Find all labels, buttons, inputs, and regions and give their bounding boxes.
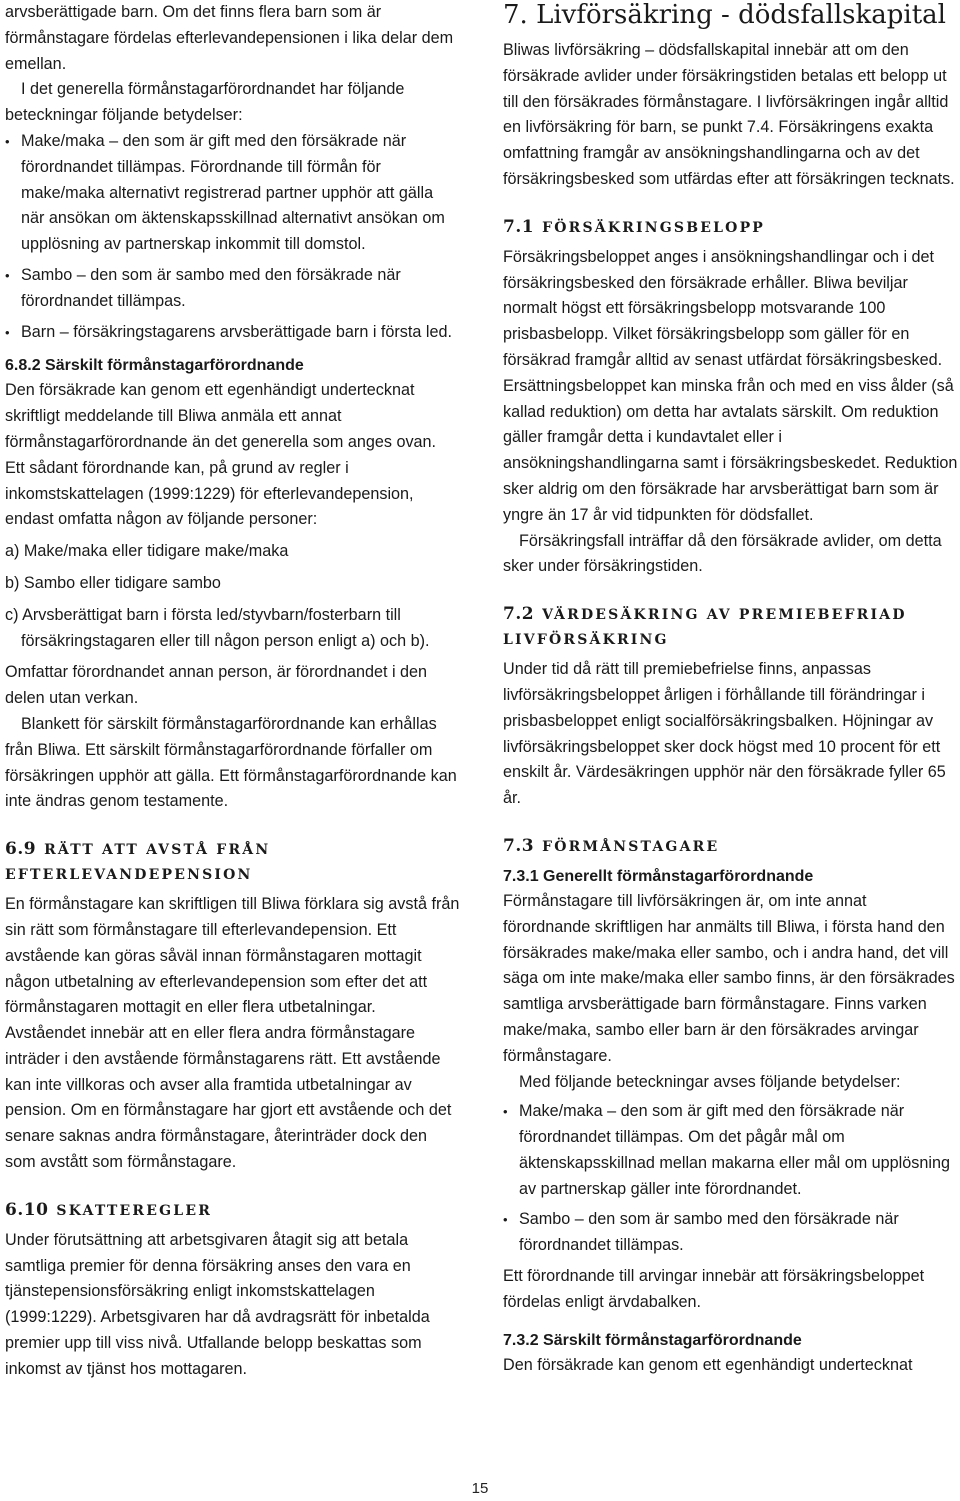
persons-list [5,539,460,654]
right-column [503,0,958,1378]
body-paragraph: Med följande beteckningar avses följande betydelser: [519,1072,901,1091]
intro-paragraph: arvsberättigade barn. Om det finns flera barn som är förmånstagare fördelas efterlevandepensionen i lika delar dem emellan. [5,3,454,73]
subsection-heading-6-8-2: 6.8.2 Särskilt förmånstagarförordnande [5,357,304,375]
section-heading-6-9 [5,837,460,888]
list-item: • Barn – försäkringstagarens arvsberättigade barn i första led. [5,320,460,346]
body-paragraph: Försäkringsbeloppet anges i ansökningshandlingar och i det försäkringsbesked den försäkrade erhåller. Bliwa beviljar normalt högst ett försäkringsbelopp motsvarande 100 prisbasbelopp. Vilket försäkringsbelopp som gäller för en försäkrad framgår alltid av senast utfärdat försäkringsbesked. Ersättningsbeloppet kan minska från och med en viss ålder (så kallad reduktion) om detta har avtalats särskilt. Om reduktion gäller framgår detta i kundavtalet eller i ansökningshandlingarna samt i försäkringsbeskedet. Reduktion sker aldrig om den försäkrade har arvsberättigat barn som är yngre än 17 år vid tidpunkten för dödsfallet. [503,247,958,524]
definitions-list [503,1099,958,1259]
section-heading-7-1 [503,215,958,241]
body-paragraph: Försäkringsfall inträffar då den försäkrade avlider, om detta sker under försäkringstiden. [503,531,942,576]
body-paragraph: Blankett för särskilt förmånstagarförordnande kan erhållas från Bliwa. Ett särskilt förmånstagarförordnande förfaller om försäkringen upphör att gälla. Ett förmånstagarförordnande kan inte ändras genom testamente. [5,714,457,811]
section-heading-7-2 [503,602,958,653]
intro-paragraph-2: I det generella förmånstagarförordnandet har följande beteckningar följande betydelser: [5,80,405,125]
section-number: 7.1 [503,216,535,237]
definitions-list [5,129,460,345]
page-number: 15 [471,1480,489,1497]
left-column [5,0,460,1383]
section-heading-7-3 [503,834,958,860]
section-title: FÖRSÄKRINGSBELOPP [542,219,766,236]
body-paragraph: Under förutsättning att arbetsgivaren åtagit sig att betala samtliga premier för denna försäkring anses den vara en tjänstepensionsförsäkring enligt inkomstskattelagen (1999:1229). Arbetsgivaren har då avdragsrätt för inbetalda premier upp till viss nivå. Utfallande belopp beskattas som inkomst av tjänst hos mottagaren. [5,1230,430,1378]
body-paragraph: Ett förordnande till arvingar innebär att försäkringsbeloppet fördelas enligt ärvdabalken. [503,1267,925,1311]
body-paragraph: Omfattar förordnandet annan person, är förordnandet i den delen utan verkan. [5,663,428,708]
subsection-heading-7-3-1: 7.3.1 Generellt förmånstagarförordnande [503,867,814,885]
body-paragraph: Den försäkrade kan genom ett egenhändigt undertecknat skriftligt meddelande till Bliwa anmäla ett annat förmånstagarförordnande än det generella som anges ovan. Ett sådant förordnande kan, på grund av regler i inkomstskattelagen (1999:1229) för efterlevandepension, endast omfatta någon av följande personer: [5,381,437,529]
section-heading-6-10 [5,1198,460,1224]
body-paragraph: Under tid då rätt till premiebefrielse finns, anpassas livförsäkringsbeloppet årligen i förhållande till förändringar i prisbasbeloppet enligt socialförsäkringsbalken. Höjningar av livförsäkringsbeloppet sker dock högst med 10 procent för ett enskilt år. Värdesäkringen upphör när den försäkrade fyller 65 år. [503,660,946,808]
body-paragraph: En förmånstagare kan skriftligen till Bliwa förklara sig avstå från sin rätt som förmånstagare till efterlevandepension. Ett avstående kan göras såväl innan förmånstagaren mottagit någon utbetalning av efterlevandepension som efter det att förmånstagaren mottagit en eller flera utbetalningar. Avståendet innebär att en eller flera andra förmånstagare inträder i den avstående förmånstagarens rätt. Ett avstående kan inte villkoras och avser alla framtida utbetalningar av pension. Om en förmånstagare har gjort ett avstående och det senare saknas andra förmånstagare, återinträder dock den som avstått som förmånstagare. [5,895,460,1172]
list-item: • Sambo – den som är sambo med den försäkrade när förordnandet tillämpas. [503,1207,958,1259]
section-number: 7.3 [503,835,535,856]
body-paragraph: Den försäkrade kan genom ett egenhändigt undertecknat [503,1355,913,1374]
body-paragraph: Bliwas livförsäkring – dödsfallskapital innebär att om den försäkrade avlider under försäkringstiden betalas ett belopp ut till den försäkrades förmånstagare. I livförsäkringen ingår alltid en livförsäkring för barn, se punkt 7.4. Försäkringens exakta omfattning framgår av ansökningshandlingarna och av det försäkringsbesked som utfärdas efter att försäkringen tecknats. [503,41,955,188]
section-number: 6.10 [5,1199,49,1220]
list-item: • Make/maka – den som är gift med den försäkrade när förordnandet tillämpas. Om det pågår mål om äktenskapsskillnad mellan makarna eller mål om upplösning av partnerskap gäller inte förordnandet. [503,1099,958,1202]
section-title: VÄRDESÄKRING AV PREMIEBEFRIAD LIVFÖRSÄKRING [503,607,907,649]
list-item: a) Make/maka eller tidigare make/maka [5,542,289,561]
section-title: RÄTT ATT AVSTÅ FRÅN EFTERLEVANDEPENSION [5,842,271,884]
list-item: c) Arvsberättigat barn i första led/styvbarn/fosterbarn till försäkringstagaren eller till någon person enligt a) och b). [5,605,430,650]
section-number: 6.9 [5,839,37,860]
section-number: 7.2 [503,604,535,625]
list-item: b) Sambo eller tidigare sambo [5,573,221,592]
list-item: • Make/maka – den som är gift med den försäkrade när förordnandet tillämpas. Förordnande till förmån för make/maka alternativt registrerad partner upphör att gälla när ansökan om äktenskapsskillnad alternativt ansökan om upplösning av partnerskap inkommit till domstol. [5,129,460,258]
chapter-title: 7. Livförsäkring - dödsfallskapital [503,0,946,30]
body-paragraph: Förmånstagare till livförsäkringen är, om inte annat förordnande skriftligen har anmälts till Bliwa, i första hand den försäkrades make/maka eller sambo, och i andra hand, det vill säga om inte make/maka eller sambo finns, är den försäkrades samtliga arvsberättigade barn förmånstagare. Finns varken make/maka, sambo eller barn är den försäkrades arvingar förmånstagare. [503,891,955,1065]
section-title: FÖRMÅNSTAGARE [542,838,720,855]
subsection-heading-7-3-2: 7.3.2 Särskilt förmånstagarförordnande [503,1331,802,1349]
section-title: SKATTEREGLER [56,1202,213,1219]
list-item: • Sambo – den som är sambo med den försäkrade när förordnandet tillämpas. [5,263,460,315]
